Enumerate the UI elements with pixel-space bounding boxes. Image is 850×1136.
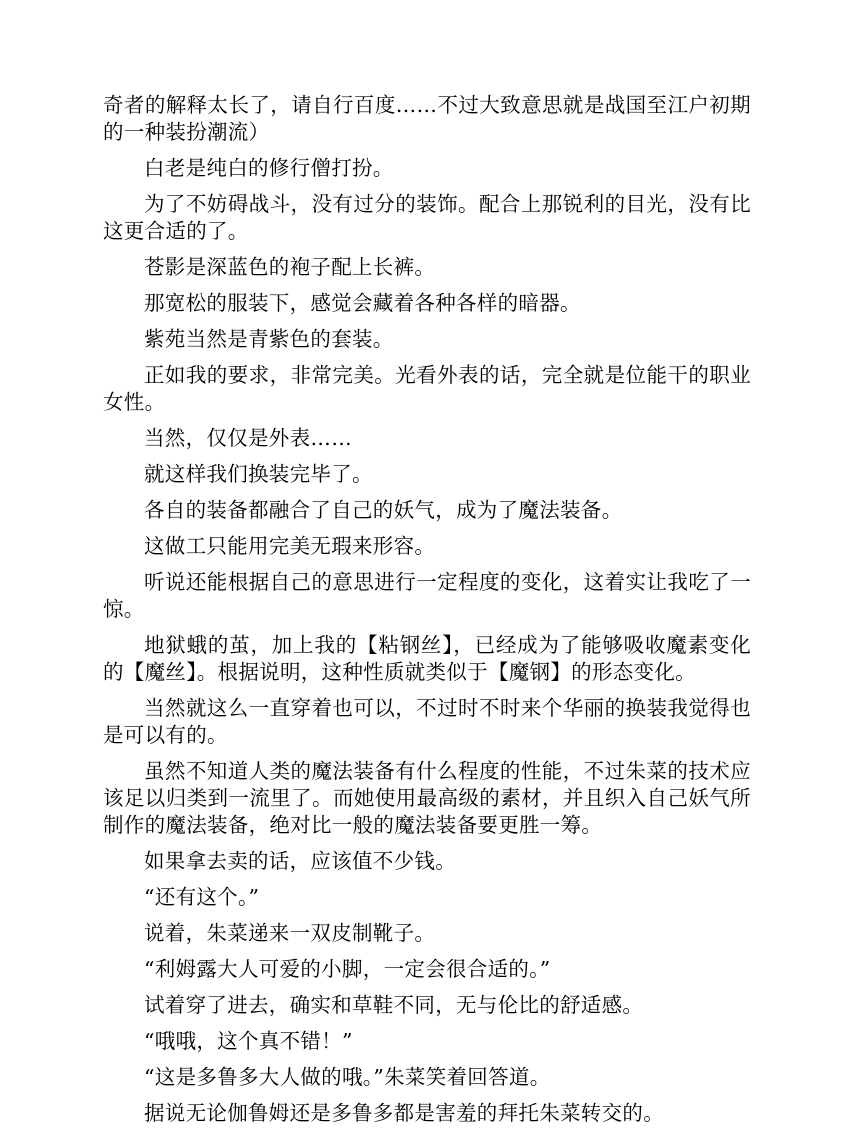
paragraph: 当然就这么一直穿着也可以，不过时不时来个华丽的换装我觉得也是可以有的。 xyxy=(103,696,751,747)
paragraph: 奇者的解释太长了，请自行百度……不过大致意思就是战国至江户初期的一种装扮潮流） xyxy=(103,93,751,144)
paragraph: 那宽松的服装下，感觉会藏着各种各样的暗器。 xyxy=(144,291,581,315)
paragraph: 说着，朱菜递来一双皮制靴子。 xyxy=(144,921,436,945)
paragraph: 听说还能根据自己的意思进行一定程度的变化，这着实让我吃了一惊。 xyxy=(103,570,751,621)
paragraph: 试着穿了进去，确实和草鞋不同，无与伦比的舒适感。 xyxy=(144,993,644,1017)
paragraph: 据说无论伽鲁姆还是多鲁多都是害羞的拜托朱菜转交的。 xyxy=(144,1101,664,1125)
paragraph: 虽然不知道人类的魔法装备有什么程度的性能，不过朱菜的技术应该足以归类到一流里了。而她使用最高级的素材，并且织入自己妖气所制作的魔法装备，绝对比一般的魔法装备要更胜一筹。 xyxy=(103,759,751,837)
paragraph: 各自的装备都融合了自己的妖气，成为了魔法装备。 xyxy=(144,498,623,522)
document-body xyxy=(103,92,751,1136)
paragraph: 为了不妨碍战斗，没有过分的装饰。配合上那锐利的目光，没有比这更合适的了。 xyxy=(103,192,751,243)
paragraph: 苍影是深蓝色的袍子配上长裤。 xyxy=(144,255,436,279)
paragraph: 紫苑当然是青紫色的套装。 xyxy=(144,327,394,351)
paragraph: “哦哦，这个真不错！” xyxy=(144,1029,353,1053)
paragraph: 地狱蛾的茧，加上我的【粘钢丝】，已经成为了能够吸收魔素变化的【魔丝】。根据说明，这种性质就类似于【魔钢】的形态变化。 xyxy=(103,633,751,684)
paragraph: “利姆露大人可爱的小脚，一定会很合适的。” xyxy=(144,957,551,981)
paragraph: 正如我的要求，非常完美。光看外表的话，完全就是位能干的职业女性。 xyxy=(103,363,751,414)
paragraph: 如果拿去卖的话，应该值不少钱。 xyxy=(144,849,456,873)
paragraph: 白老是纯白的修行僧打扮。 xyxy=(144,156,394,180)
paragraph: “还有这个。” xyxy=(144,885,260,909)
paragraph: 当然，仅仅是外表…… xyxy=(144,426,352,450)
paragraph: 这做工只能用完美无瑕来形容。 xyxy=(144,534,436,558)
paragraph: “这是多鲁多大人做的哦。”朱菜笑着回答道。 xyxy=(144,1065,551,1089)
paragraph: 就这样我们换装完毕了。 xyxy=(144,462,373,486)
